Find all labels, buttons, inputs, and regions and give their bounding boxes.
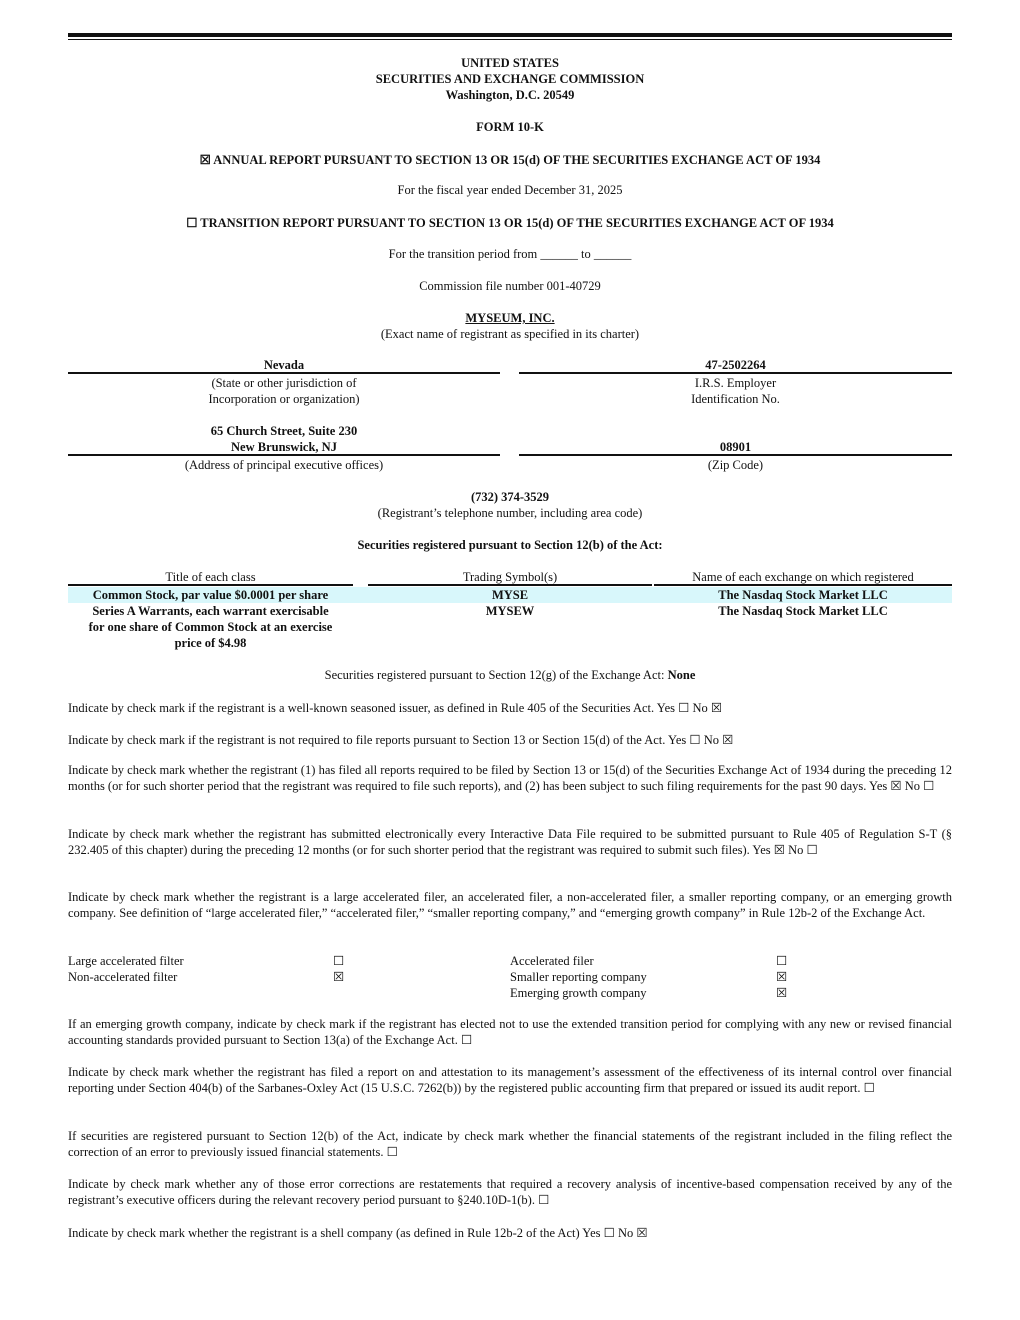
large-accelerated-label: Large accelerated filter — [68, 954, 184, 968]
filed-reports-question: Indicate by check mark whether the registrant (1) has filed all reports required to be filed by Section 13 or 15(d) of the Securities Exchange Act of 1934 during the preceding 12 months (or for such shorter period that the registrant was required to file such reports), and (2) has been subject to such filing requirements for the past 90 days. Yes ☒ No ☐ — [68, 763, 952, 794]
section-12g-value: None — [667, 668, 696, 682]
section-12g-line — [68, 667, 952, 683]
address-line-2: New Brunswick, NJ — [231, 440, 337, 454]
ein-caption-1: I.R.S. Employer — [694, 376, 777, 390]
telephone-caption: (Registrant’s telephone number, including area code) — [377, 506, 643, 520]
smaller-reporting-checkbox[interactable]: ☒ — [776, 970, 788, 984]
state-caption-2: Incorporation or organization) — [208, 392, 360, 406]
address-caption: (Address of principal executive offices) — [184, 458, 384, 472]
wksi-question: Indicate by check mark if the registrant is a well-known seasoned issuer, as defined in Rule 405 of the Securities Act. Yes ☐ No ☒ — [68, 701, 723, 715]
transition-period-line: For the transition period from ______ to ______ — [388, 247, 632, 261]
header-sec: SECURITIES AND EXCHANGE COMMISSION — [375, 72, 645, 86]
non-accelerated-checkbox[interactable]: ☒ — [333, 970, 345, 984]
zip-rule — [519, 454, 952, 456]
state-of-incorporation: Nevada — [263, 358, 305, 372]
table-row-2-exchange: The Nasdaq Stock Market LLC — [718, 604, 888, 618]
registrant-name: MYSEUM, INC. — [465, 311, 555, 325]
col-title-header: Title of each class — [165, 570, 256, 584]
form-title: FORM 10-K — [476, 120, 544, 134]
attestation-question: Indicate by check mark whether the registrant has filed a report on and attestation to its management’s assessment of the effectiveness of its internal control over financial reporting under Section 404(b) of the Sarbanes-Oxley Act (15 U.S.C. 7262(b)) by the registered public accounting firm that prepared or issued its audit report. ☐ — [68, 1065, 952, 1096]
restatements-question: Indicate by check mark whether any of those error corrections are restatements that required a recovery analysis of incentive-based compensation received by any of the registrant’s executive officers during the relevant recovery period pursuant to §240.10D-1(b). ☐ — [68, 1177, 952, 1208]
large-accelerated-checkbox[interactable]: ☐ — [333, 954, 345, 968]
non-accelerated-label: Non-accelerated filter — [68, 970, 178, 984]
ein-rule — [519, 372, 952, 374]
zip-code: 08901 — [719, 440, 752, 454]
top-rule-thin — [68, 39, 952, 40]
table-row-1-exchange: The Nasdaq Stock Market LLC — [718, 588, 888, 602]
col-exchange-header: Name of each exchange on which registered — [692, 570, 914, 584]
header-washington: Washington, D.C. 20549 — [445, 88, 575, 102]
smaller-reporting-label: Smaller reporting company — [510, 970, 647, 984]
address-line-1: 65 Church Street, Suite 230 — [210, 424, 358, 438]
table-row-2-title-2: for one share of Common Stock at an exercise — [88, 620, 333, 634]
egc-transition-question: If an emerging growth company, indicate by check mark if the registrant has elected not to use the extended transition period for complying with any new or revised financial accounting standards provided pursuant to Section 13(a) of the Exchange Act. ☐ — [68, 1017, 952, 1048]
accelerated-label: Accelerated filer — [510, 954, 594, 968]
commission-file-number: Commission file number 001-40729 — [419, 279, 601, 293]
table-row-2-symbol: MYSEW — [485, 604, 535, 618]
col-symbol-rule — [368, 584, 652, 586]
state-caption-1: (State or other jurisdiction of — [211, 376, 357, 390]
emerging-growth-label: Emerging growth company — [510, 986, 647, 1000]
table-row-2-title-3: price of $4.98 — [174, 636, 247, 650]
ein-number: 47-2502264 — [705, 358, 766, 372]
interactive-data-question: Indicate by check mark whether the registrant has submitted electronically every Interactive Data File required to be submitted pursuant to Rule 405 of Regulation S-T (§ 232.405 of this chapter) during the preceding 12 months (or for such shorter period that the registrant was required to submit such files). Yes ☒ No ☐ — [68, 827, 952, 858]
annual-report-line: ☒ ANNUAL REPORT PURSUANT TO SECTION 13 OR 15(d) OF THE SECURITIES EXCHANGE ACT OF 1934 — [199, 153, 821, 167]
emerging-growth-checkbox[interactable]: ☒ — [776, 986, 788, 1000]
telephone-number: (732) 374-3529 — [470, 490, 550, 504]
error-correction-question: If securities are registered pursuant to Section 12(b) of the Act, indicate by check mark whether the financial statements of the registrant included in the filing reflect the correction of an error to previously issued financial statements. ☐ — [68, 1129, 952, 1160]
col-symbol-header: Trading Symbol(s) — [462, 570, 558, 584]
fiscal-year-line: For the fiscal year ended December 31, 2025 — [397, 183, 623, 197]
col-title-rule — [68, 584, 353, 586]
table-row-1-title: Common Stock, par value $0.0001 per share — [92, 588, 329, 602]
table-row-2-title-1: Series A Warrants, each warrant exercisable — [92, 604, 329, 618]
transition-report-line: ☐ TRANSITION REPORT PURSUANT TO SECTION 13 OR 15(d) OF THE SECURITIES EXCHANGE ACT OF 1934 — [186, 216, 834, 230]
table-row-1-symbol: MYSE — [491, 588, 529, 602]
header-united-states: UNITED STATES — [461, 56, 559, 70]
accelerated-checkbox[interactable]: ☐ — [776, 954, 788, 968]
zip-caption: (Zip Code) — [707, 458, 764, 472]
top-rule — [68, 33, 952, 37]
address-rule — [68, 454, 500, 456]
section-12g-label: Securities registered pursuant to Section 12(g) of the Exchange Act: — [324, 668, 665, 682]
shell-company-question: Indicate by check mark whether the registrant is a shell company (as defined in Rule 12b-2 of the Act) Yes ☐ No ☒ — [68, 1226, 648, 1240]
registrant-name-caption: (Exact name of registrant as specified in its charter) — [380, 327, 640, 341]
section-12b-heading: Securities registered pursuant to Section 12(b) of the Act: — [357, 538, 663, 552]
not-required-question: Indicate by check mark if the registrant is not required to file reports pursuant to Section 13 or Section 15(d) of the Act. Yes ☐ No ☒ — [68, 733, 734, 747]
col-exchange-rule — [654, 584, 952, 586]
state-rule — [68, 372, 500, 374]
ein-caption-2: Identification No. — [691, 392, 780, 406]
filer-status-intro: Indicate by check mark whether the registrant is a large accelerated filer, an accelerated filer, a non-accelerated filer, a smaller reporting company, or an emerging growth company. See definition of “large accelerated filer,” “accelerated filer,” “smaller reporting company,” and “emerging growth company” in Rule 12b-2 of the Exchange Act. — [68, 890, 952, 921]
